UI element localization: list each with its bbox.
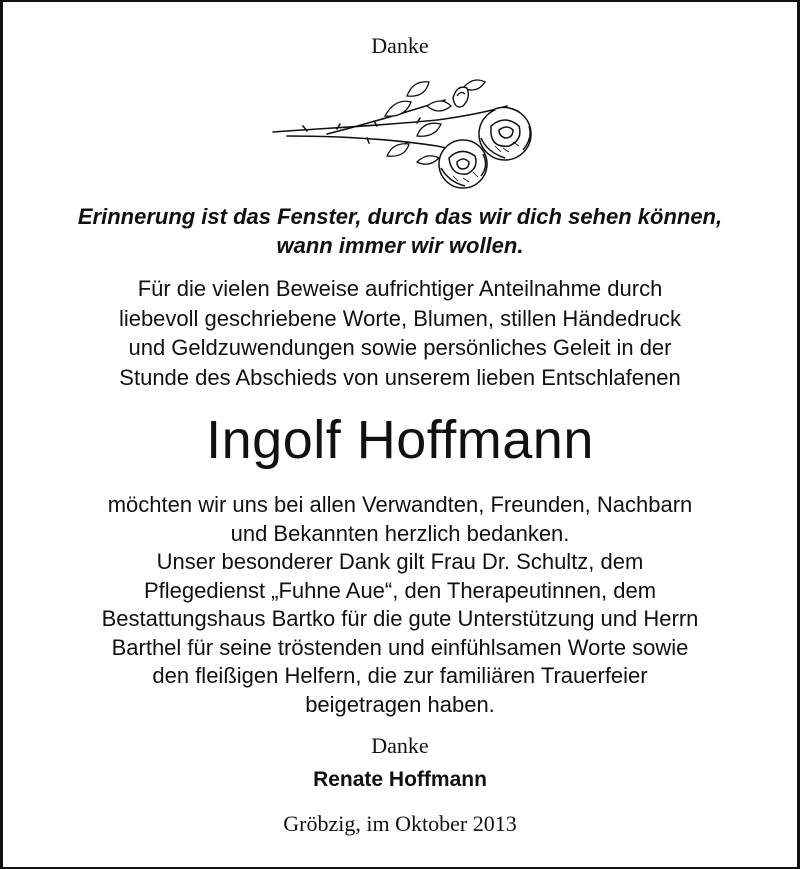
intro-paragraph [3, 274, 797, 392]
top-heading: Danke [371, 33, 429, 58]
rose-drawing-icon [267, 76, 543, 194]
body-line: Unser besonderer Dank gilt Frau Dr. Schultz, dem [156, 549, 644, 574]
memorial-quote [3, 202, 797, 260]
body-line: den fleißigen Helfern, die zur familiären Trauerfeier [152, 663, 648, 688]
signer-name: Renate Hoffmann [313, 768, 487, 791]
body-line: möchten wir uns bei allen Verwandten, Freunden, Nachbarn [107, 492, 693, 517]
quote-line: wann immer wir wollen. [276, 233, 524, 258]
place-date: Gröbzig, im Oktober 2013 [283, 811, 517, 836]
intro-line: liebevoll geschriebene Worte, Blumen, stillen Händedruck [118, 305, 682, 331]
body-line: Bestattungshaus Bartko für die gute Unterstützung und Herrn [101, 606, 699, 631]
body-line: und Bekannten herzlich bedanken. [230, 520, 570, 546]
quote-line: Erinnerung ist das Fenster, durch das wir dich sehen können, [77, 204, 723, 229]
thanks-paragraph [3, 491, 797, 719]
intro-line: Stunde des Abschieds von unserem lieben Entschlafenen [119, 364, 681, 390]
intro-line: Für die vielen Beweise aufrichtiger Anteilnahme durch [137, 276, 663, 301]
closing-word: Danke [371, 733, 429, 758]
deceased-name: Ingolf Hoffmann [206, 410, 594, 470]
body-line: Pflegedienst „Fuhne Aue“, den Therapeutinnen, dem [143, 577, 657, 603]
intro-line: und Geldzuwendungen sowie persönliches Geleit in der [128, 335, 672, 360]
body-line: beigetragen haben. [305, 691, 495, 717]
body-line: Barthel für seine tröstenden und einfühlsamen Worte sowie [111, 634, 689, 660]
